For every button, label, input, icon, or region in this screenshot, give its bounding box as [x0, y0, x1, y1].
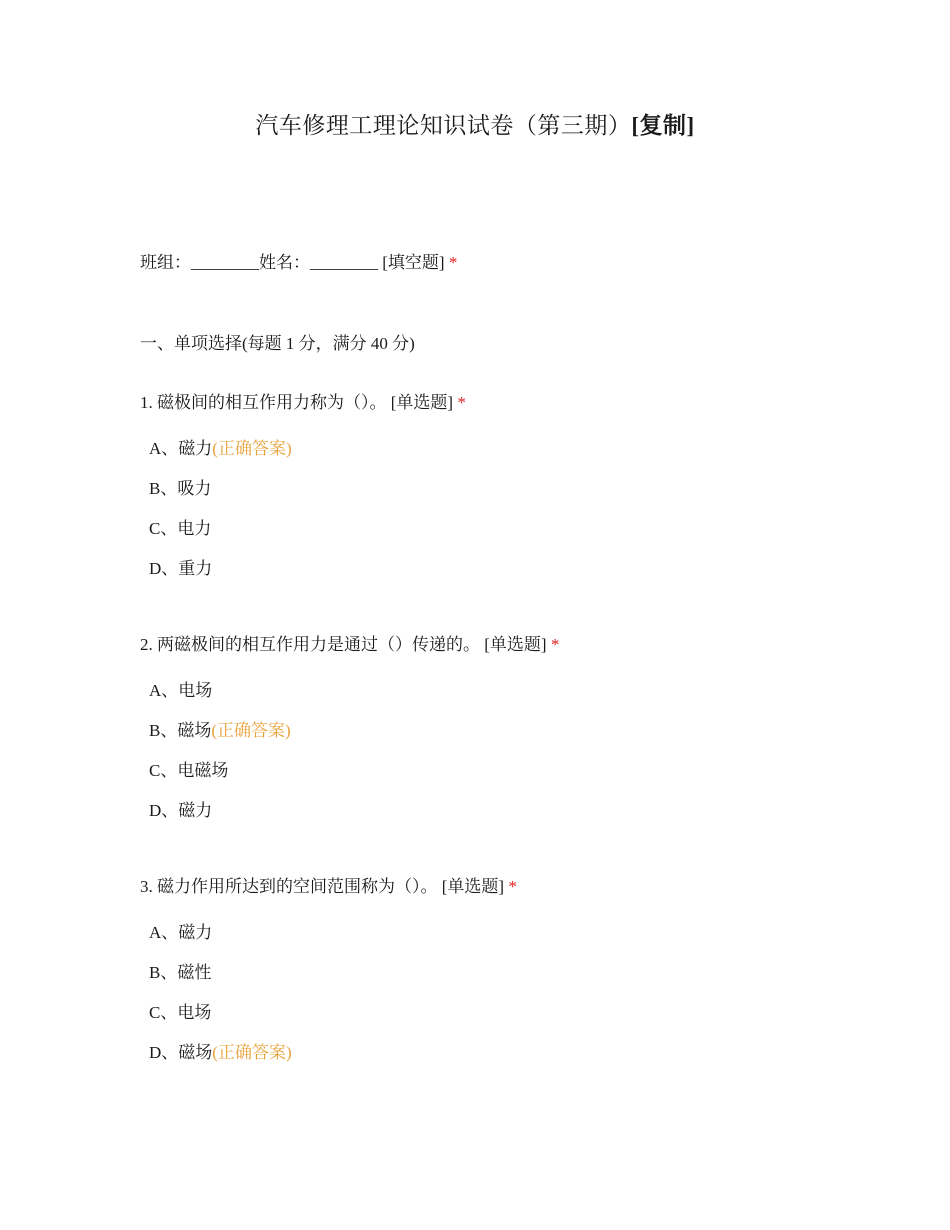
- required-mark: *: [550, 635, 560, 654]
- required-mark: *: [448, 253, 458, 272]
- page-title: [0, 110, 950, 142]
- question-type-tag: [单选题]: [390, 393, 454, 412]
- fill-blank-text: 班组：________姓名：________: [140, 253, 378, 272]
- option-label: B、磁性: [149, 963, 212, 982]
- question-text: 3. 磁力作用所达到的空间范围称为（）。: [140, 877, 438, 896]
- option-d[interactable]: [140, 556, 900, 582]
- option-b[interactable]: [140, 476, 900, 502]
- question-2: [140, 632, 900, 824]
- question-type-tag: [单选题]: [484, 635, 547, 654]
- section-heading: 一、单项选择(每题 1 分，满分 40 分): [140, 334, 415, 353]
- option-c[interactable]: [140, 758, 900, 784]
- option-label: A、磁力: [149, 923, 213, 942]
- title-copy-suffix: [复制]: [631, 113, 695, 138]
- option-a[interactable]: [140, 678, 900, 704]
- fill-blank-question: [140, 250, 900, 276]
- option-list: [140, 678, 900, 824]
- correct-answer-tag: (正确答案): [211, 721, 291, 740]
- option-label: C、电磁场: [149, 761, 229, 780]
- option-label: D、重力: [149, 559, 213, 578]
- question-type-tag: [单选题]: [441, 877, 505, 896]
- required-mark: *: [508, 877, 517, 896]
- survey-content: [140, 250, 900, 1066]
- question-1: [140, 390, 900, 582]
- option-list: [140, 920, 900, 1066]
- option-a[interactable]: [140, 436, 900, 462]
- option-label: A、电场: [149, 681, 213, 700]
- option-b[interactable]: [140, 960, 900, 986]
- option-d[interactable]: [140, 1040, 900, 1066]
- title-text: 汽车修理工理论知识试卷（第三期）: [255, 113, 632, 138]
- question-title: [140, 632, 900, 658]
- option-label: B、吸力: [149, 479, 212, 498]
- option-c[interactable]: [140, 1000, 900, 1026]
- correct-answer-tag: (正确答案): [212, 1043, 292, 1062]
- question-text: 1. 磁极间的相互作用力称为（）。: [140, 393, 387, 412]
- option-label: B、磁场: [149, 721, 212, 740]
- question-text: 2. 两磁极间的相互作用力是通过（）传递的。: [140, 635, 480, 654]
- question-title: [140, 390, 900, 416]
- option-label: C、电场: [149, 1003, 212, 1022]
- correct-answer-tag: (正确答案): [212, 439, 292, 458]
- option-a[interactable]: [140, 920, 900, 946]
- option-c[interactable]: [140, 516, 900, 542]
- question-type-tag: [填空题]: [382, 253, 445, 272]
- option-d[interactable]: [140, 798, 900, 824]
- question-3: [140, 874, 900, 1066]
- question-title: [140, 874, 900, 900]
- option-label: D、磁场: [149, 1043, 213, 1062]
- option-list: [140, 436, 900, 582]
- option-label: D、磁力: [149, 801, 213, 820]
- required-mark: *: [457, 393, 466, 412]
- option-label: C、电力: [149, 519, 212, 538]
- option-label: A、磁力: [149, 439, 213, 458]
- option-b[interactable]: [140, 718, 900, 744]
